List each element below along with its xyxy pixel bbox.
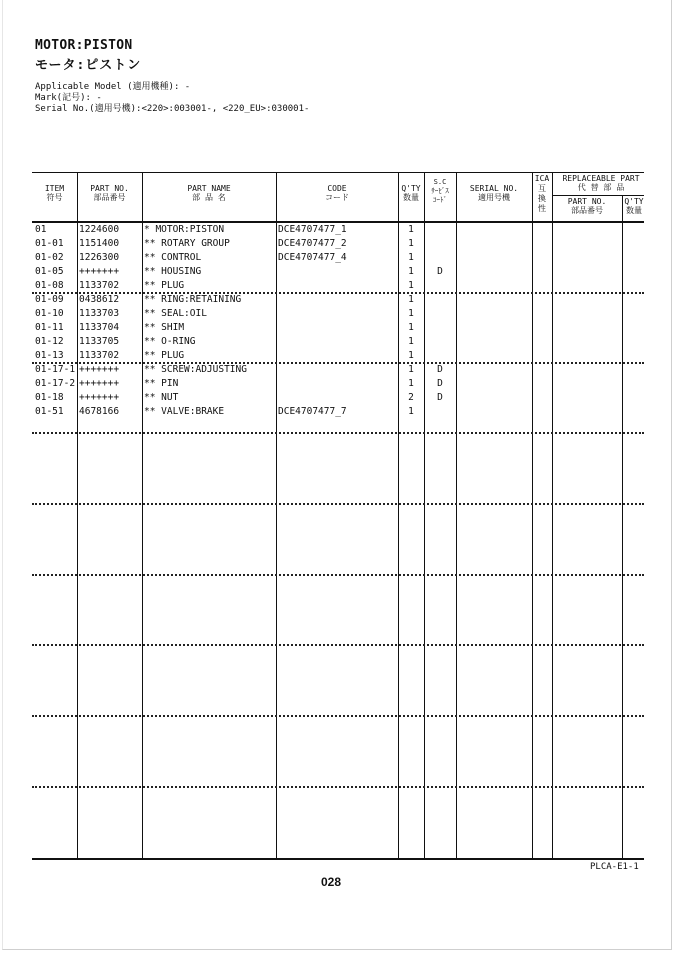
row-part-name: ** VALVE:BRAKE <box>144 406 225 417</box>
row-qty: 1 <box>408 336 414 347</box>
group-separator <box>32 503 644 505</box>
row-item: 01-01 <box>35 238 64 249</box>
serial-range: Serial No.(適用号機):<220>:003001-, <220_EU>:030001- <box>35 104 310 114</box>
catalog-code: PLCA-E1-1 <box>590 862 639 872</box>
row-service-code: D <box>437 364 443 375</box>
row-part-no: +++++++ <box>79 378 120 389</box>
parts-catalog-page <box>2 0 672 950</box>
applicable-model: Applicable Model (適用機種): - <box>35 82 191 92</box>
row-qty: 1 <box>408 364 414 375</box>
row-qty: 1 <box>408 224 414 235</box>
row-qty: 1 <box>408 308 414 319</box>
row-part-no: 1133702 <box>79 350 120 361</box>
row-item: 01-12 <box>35 336 64 347</box>
row-item: 01 <box>35 224 47 235</box>
row-code: DCE4707477_2 <box>278 238 347 249</box>
row-item: 01-51 <box>35 406 64 417</box>
row-item: 01-10 <box>35 308 64 319</box>
group-separator <box>32 292 644 294</box>
row-service-code: D <box>437 392 443 403</box>
group-separator <box>32 362 644 364</box>
row-part-no: 4678166 <box>79 406 120 417</box>
row-part-no: 1133703 <box>79 308 120 319</box>
page-title-japanese: モータ:ピストン <box>35 58 142 73</box>
header-part-no: PART NO. 部品番号 <box>90 184 129 202</box>
row-item: 01-02 <box>35 252 64 263</box>
header-ica: ICA 互 換 性 <box>534 174 550 213</box>
row-part-name: ** SCREW:ADJUSTING <box>144 364 247 375</box>
row-qty: 1 <box>408 252 414 263</box>
row-part-name: ** PLUG <box>144 350 185 361</box>
row-qty: 1 <box>408 350 414 361</box>
header-replaceable-part: REPLACEABLE PART 代 替 部 品 <box>562 174 640 192</box>
row-part-no: +++++++ <box>79 266 120 277</box>
row-item: 01-17-2 <box>35 378 76 389</box>
row-item: 01-05 <box>35 266 64 277</box>
row-qty: 1 <box>408 406 414 417</box>
row-part-no: 1133702 <box>79 280 120 291</box>
row-part-name: ** SEAL:OIL <box>144 308 207 319</box>
row-part-name: * MOTOR:PISTON <box>144 224 225 235</box>
column-divider <box>552 172 553 858</box>
header-code: CODE コード <box>325 184 349 202</box>
row-part-no: +++++++ <box>79 392 120 403</box>
row-qty: 1 <box>408 238 414 249</box>
row-item: 01-17-1 <box>35 364 76 375</box>
header-item: ITEM 符号 <box>44 184 65 202</box>
row-part-name: ** RING:RETAINING <box>144 294 242 305</box>
group-separator <box>32 432 644 434</box>
row-item: 01-18 <box>35 392 64 403</box>
column-divider <box>456 172 457 858</box>
replaceable-sub-rule <box>552 195 644 196</box>
row-qty: 1 <box>408 280 414 291</box>
row-qty: 2 <box>408 392 414 403</box>
group-separator <box>32 644 644 646</box>
column-divider <box>532 172 533 858</box>
group-separator <box>32 574 644 576</box>
header-qty: Q'TY 数量 <box>401 184 421 202</box>
page-title-english: MOTOR:PISTON <box>35 38 133 53</box>
row-part-name: ** NUT <box>144 392 179 403</box>
row-code: DCE4707477_1 <box>278 224 347 235</box>
row-part-name: ** PIN <box>144 378 179 389</box>
row-part-name: ** PLUG <box>144 280 185 291</box>
row-code: DCE4707477_4 <box>278 252 347 263</box>
row-item: 01-11 <box>35 322 64 333</box>
column-divider <box>77 172 78 858</box>
column-divider <box>142 172 143 858</box>
row-part-no: +++++++ <box>79 364 120 375</box>
header-replaceable-part-no: PART NO. 部品番号 <box>567 197 607 215</box>
row-part-no: 1226300 <box>79 252 120 263</box>
row-service-code: D <box>437 266 443 277</box>
row-qty: 1 <box>408 378 414 389</box>
column-divider <box>276 172 277 858</box>
row-part-name: ** HOUSING <box>144 266 202 277</box>
row-part-name: ** O-RING <box>144 336 196 347</box>
row-code: DCE4707477_7 <box>278 406 347 417</box>
row-part-name: ** CONTROL <box>144 252 202 263</box>
column-divider <box>622 195 623 858</box>
row-item: 01-08 <box>35 280 64 291</box>
table-bottom-rule <box>32 858 644 860</box>
row-item: 01-13 <box>35 350 64 361</box>
row-item: 01-09 <box>35 294 64 305</box>
header-part-name: PART NAME 部 品 名 <box>187 184 231 202</box>
group-separator <box>32 715 644 717</box>
row-part-name: ** ROTARY GROUP <box>144 238 230 249</box>
row-part-name: ** SHIM <box>144 322 185 333</box>
header-replaceable-qty: Q'TY 数量 <box>624 197 644 215</box>
row-part-no: 0438612 <box>79 294 120 305</box>
row-service-code: D <box>437 378 443 389</box>
group-separator <box>32 786 644 788</box>
header-service-code: S.C ｻｰﾋﾞｽ ｺｰﾄﾞ <box>431 178 449 204</box>
mark: Mark(記号): - <box>35 93 102 103</box>
row-part-no: 1151400 <box>79 238 120 249</box>
row-qty: 1 <box>408 294 414 305</box>
row-part-no: 1133704 <box>79 322 120 333</box>
row-qty: 1 <box>408 322 414 333</box>
page-number: 028 <box>321 875 342 889</box>
row-part-no: 1133705 <box>79 336 120 347</box>
row-qty: 1 <box>408 266 414 277</box>
row-part-no: 1224600 <box>79 224 120 235</box>
header-serial-no: SERIAL NO. 適用号機 <box>469 184 519 202</box>
